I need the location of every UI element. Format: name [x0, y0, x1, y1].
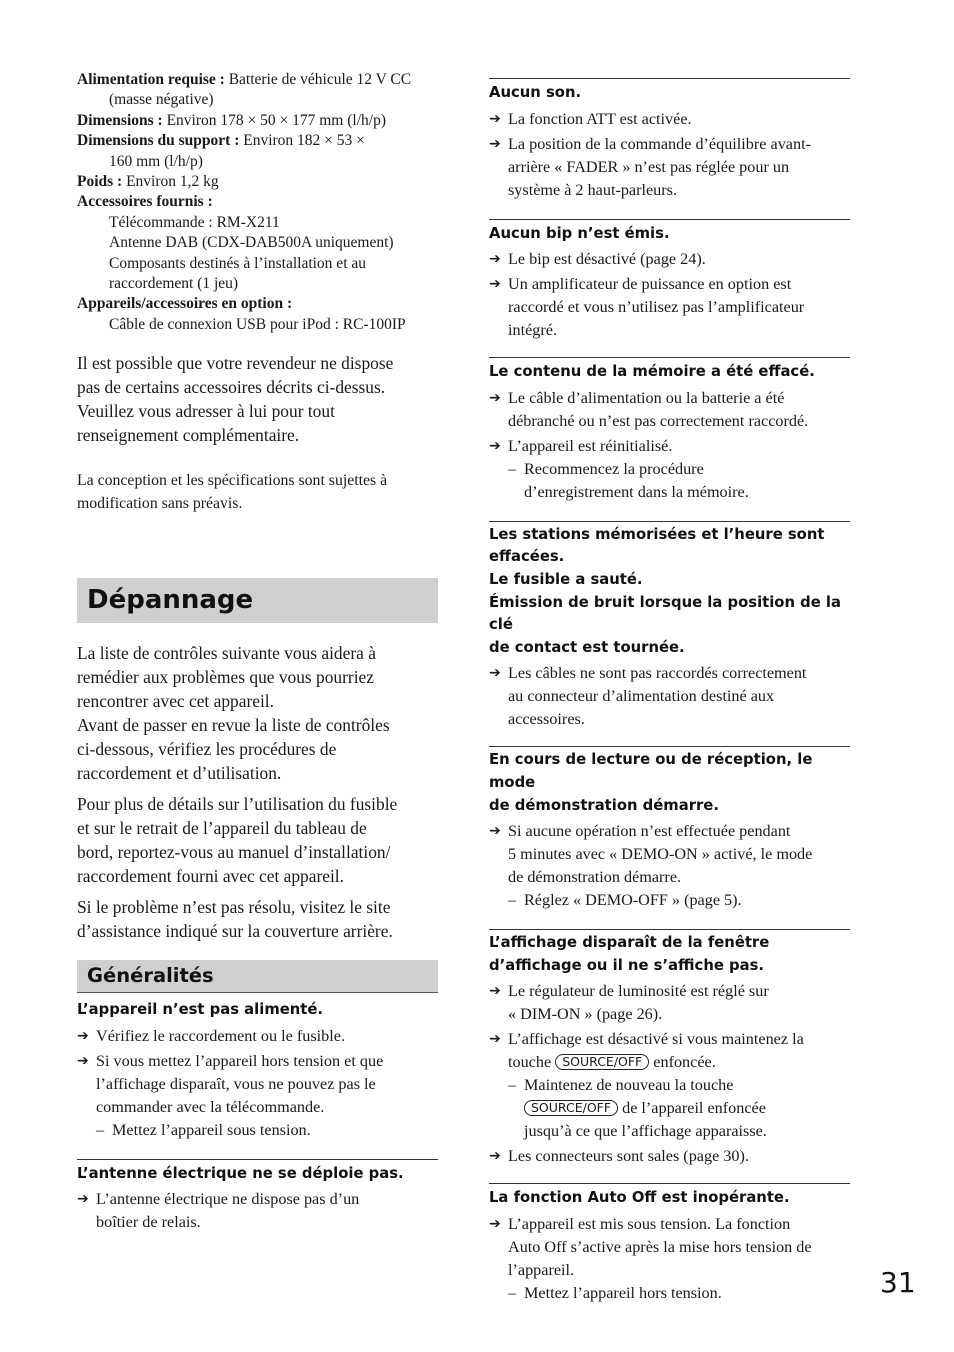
- arrow-icon: ➔: [489, 823, 501, 840]
- issue-no-power: L’appareil n’est pas alimenté. ➔ Vérifiez le raccordement ou le fusible. ➔ Si vous mettez l’appareil hors tension et que l’affichage disparaît, vous ne pouvez pas le commander avec la télécommande. – Mettez l’appareil sous tension.: [77, 1001, 384, 1139]
- support-note: Si le problème n’est pas résolu, visitez le site d’assistance indiqué sur la couverture arrière.: [77, 897, 393, 942]
- arrow-icon: ➔: [77, 1027, 89, 1044]
- spec-optional: Appareils/accessoires en option :: [77, 295, 293, 313]
- issue-demo-mode: En cours de lecture ou de réception, le mode de démonstration démarre. ➔ Si aucune opération n’est effectuée pendant 5 minutes avec « DEMO-ON » activé, le mode de démonstration démarre. – Réglez « DEMO-OFF » (page 5).: [489, 746, 850, 912]
- general-heading: Généralités: [77, 960, 438, 993]
- specifications: Alimentation requise : Batterie de véhicule 12 V CC (masse négative) Dimensions : Environ 178 × 50 × 177 mm (l/h/p) Dimensions du support : Environ 182 × 53 × 160 mm (l/h/p) Poids : Environ 1,2 kg Accessoires fournis : Télécommande : RM-X211 Antenne DAB (CDX-DAB500A uniquement) Composants destinés à l’installation et au raccordement (1 jeu) Appareils/accessoires en option : Câble de connexion USB pour iPod : RC-100IP: [77, 70, 438, 335]
- right-column: [489, 78, 850, 1305]
- spec-mount: Dimensions du support : Environ 182 × 53 ×: [77, 132, 365, 150]
- source-off-key: SOURCE/OFF: [524, 1100, 618, 1116]
- issue-antenna: L’antenne électrique ne se déploie pas. ➔ L’antenne électrique ne dispose pas d’un boîtier de relais.: [77, 1159, 438, 1235]
- arrow-icon: ➔: [489, 1148, 501, 1165]
- issue-stations-erased: Les stations mémorisées et l’heure sont effacées. Le fusible a sauté. Émission de bruit lorsque la position de la clé de contact est tournée. ➔ Les câbles ne sont pas raccordés correctement au connecteur d’alimentation destiné aux accessoires.: [489, 521, 850, 732]
- arrow-icon: ➔: [489, 1031, 501, 1048]
- spec-power: Alimentation requise : Batterie de véhicule 12 V CC: [77, 71, 412, 88]
- arrow-icon: ➔: [77, 1191, 89, 1208]
- spec-accessories: Accessoires fournis :: [77, 193, 213, 211]
- arrow-icon: ➔: [489, 437, 501, 454]
- design-note: La conception et les spécifications sont sujettes à modification sans préavis.: [77, 472, 388, 513]
- issue-memory-erased: Le contenu de la mémoire a été effacé. ➔ Le câble d’alimentation ou la batterie a été débranché ou n’est pas correctement raccordé. ➔ L’appareil est réinitialisé. – Recommencez la procédure d’enregistrement dans la mémoire.: [489, 357, 850, 504]
- page-number: 31: [880, 1266, 916, 1299]
- arrow-icon: ➔: [489, 983, 501, 1000]
- issue-no-beep: Aucun bip n’est émis. ➔ Le bip est désactivé (page 24). ➔ Un amplificateur de puissance en option est raccordé et vous n’utilisez pas l’amplificateur intégré.: [489, 219, 850, 343]
- arrow-icon: ➔: [489, 665, 501, 682]
- issue-auto-off: La fonction Auto Off est inopérante. ➔ L’appareil est mis sous tension. La fonction Auto Off s’active après la mise hors tension de l’appareil. – Mettez l’appareil hors tension.: [489, 1183, 850, 1305]
- issue-display: L’affichage disparaît de la fenêtre d’affichage ou il ne s’affiche pas. ➔ Le régulateur de luminosité est réglé sur « DIM-ON » (page 26). ➔ L’affichage est désactivé si vous maintenez la touche SOURCE/OFF enfoncée. – Maintenez de nouveau la touche SOURCE/OFF de l’appareil enfoncée jusqu’à ce que l’affichage apparaisse. ➔ Les connecteurs sont sales (page 30).: [489, 929, 850, 1168]
- arrow-icon: ➔: [489, 135, 501, 152]
- troubleshooting-heading: Dépannage: [77, 578, 438, 623]
- source-off-key: SOURCE/OFF: [555, 1054, 649, 1070]
- arrow-icon: ➔: [77, 1052, 89, 1069]
- left-column: [77, 70, 438, 1234]
- arrow-icon: ➔: [489, 251, 501, 268]
- dealer-note: Il est possible que votre revendeur ne dispose pas de certains accessoires décrits ci-dessus. Veuillez vous adresser à lui pour tout renseignement complémentaire.: [77, 353, 394, 446]
- arrow-icon: ➔: [489, 276, 501, 293]
- troubleshooting-intro: La liste de contrôles suivante vous aidera à remédier aux problèmes que vous pourriez rencontrer avec cet appareil. Avant de passer en revue la liste de contrôles ci-dessous, vérifiez les procédures de raccordement et d’utilisation.: [77, 643, 390, 784]
- arrow-icon: ➔: [489, 1215, 501, 1232]
- arrow-icon: ➔: [489, 110, 501, 127]
- arrow-icon: ➔: [489, 389, 501, 406]
- issue-no-sound: Aucun son. ➔ La fonction ATT est activée. ➔ La position de la commande d’équilibre avant- arrière « FADER » n’est pas réglée pour un système à 2 haut-parleurs.: [489, 78, 850, 202]
- spec-weight: Poids : Environ 1,2 kg: [77, 173, 219, 191]
- fuse-note: Pour plus de détails sur l’utilisation du fusible et sur le retrait de l’appareil du tableau de bord, reportez-vous au manuel d’installation/ raccordement fourni avec cet appareil.: [77, 794, 398, 887]
- spec-dimensions: Dimensions : Environ 178 × 50 × 177 mm (l/h/p): [77, 111, 386, 129]
